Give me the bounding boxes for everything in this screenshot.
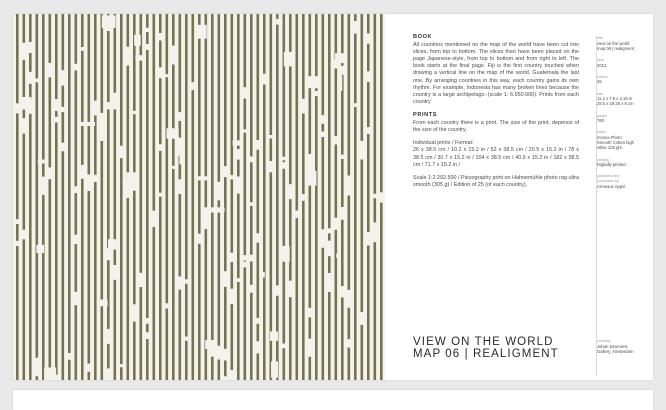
stripe-gap: [159, 193, 163, 197]
blotch: [102, 15, 116, 28]
blotch: [181, 279, 188, 283]
stripe-gap: [256, 341, 260, 353]
blotch: [366, 232, 371, 246]
stripe-gap: [243, 262, 247, 268]
stripe-gap: [289, 281, 293, 298]
blotch: [44, 368, 56, 381]
stripe-gap: [172, 54, 176, 65]
stripe-gap: [198, 234, 202, 244]
meta-value: 2013: [597, 62, 607, 68]
stripe-gap: [61, 143, 65, 152]
stripe-gap: [230, 175, 234, 179]
stripe-gap: [334, 136, 338, 144]
stripe-gap: [126, 47, 130, 66]
blotch: [288, 184, 295, 199]
stripe-gap: [354, 103, 358, 107]
stripe: [179, 14, 182, 380]
blotch: [282, 246, 290, 262]
stripe-gap: [178, 179, 182, 194]
stripe-gap: [55, 117, 59, 123]
stripe-gap: [237, 177, 241, 194]
meta-item: [597, 158, 651, 168]
stripe-gap: [146, 318, 150, 324]
book-description: All countries mentioned on the map of the world have been cut into slices, from top to bottom. The slices then have been placed on the page Japanese-style, from top to bottom and from right to left. The book starts at the final page. Fiji is the first country touched when drawing a vertical line on the map of the world, Guatemala the last one. By arranging countries in this way, each country gains its own rhythm. For example, Indonesia has many broken lines because the country is a large archipelago. (scale 1: 6.550.000). Prints from each country: [413, 41, 579, 106]
stripe-gap: [315, 91, 319, 96]
stripe: [42, 14, 45, 380]
stripe-gap: [360, 312, 364, 325]
stripe-gap: [146, 28, 150, 32]
meta-value: 11.2 x 7.6 x 3.15 in 28.5 x 19.25 x 8 cm: [597, 96, 634, 107]
stripe: [263, 14, 266, 380]
stripe-gap: [178, 112, 182, 121]
stripe-gap: [159, 144, 163, 151]
stripe-gap: [276, 285, 280, 295]
stripe-gap: [321, 229, 325, 247]
blotch: [167, 128, 179, 138]
meta-label: edition: [597, 74, 608, 79]
blotch: [336, 254, 340, 258]
stripe-gap: [94, 175, 98, 182]
meta-label: year: [597, 58, 604, 62]
stripe-gap: [250, 156, 254, 162]
blotch: [261, 272, 265, 278]
stripe: [133, 14, 136, 380]
stripe: [81, 14, 84, 380]
stripe-gap: [269, 135, 273, 138]
meta-item: [597, 75, 651, 85]
stripe-gap: [341, 286, 345, 297]
meta-label: published and bookmade by: [597, 174, 620, 183]
stripe: [328, 14, 331, 380]
stripe: [348, 14, 351, 380]
meta-value: Innova Photo Smooth Cotton high white 225 grs: [597, 134, 635, 151]
artwork-card: [13, 14, 653, 380]
description-column: [413, 34, 579, 374]
blotch: [48, 63, 52, 78]
blotch: [270, 332, 278, 341]
stripe-gap: [334, 218, 338, 230]
blotch: [211, 207, 224, 212]
stripe-gap: [328, 228, 332, 233]
stripe-gap: [269, 161, 273, 172]
stripe-gap: [35, 358, 39, 377]
stripe-gap: [328, 274, 332, 292]
stripe-gap: [367, 33, 371, 43]
stripe-gap: [94, 101, 98, 116]
stripe-gap: [302, 194, 306, 201]
prints-description: From each country there is a print. The size of the print, depence of the size of the country.: [413, 119, 579, 134]
prints-formats: 26 x 38.5 cm / 10.2 x 15.2 in / 52 x 38.5 cm / 20.5 x 15.2 in / 78 x 38.5 cm / 30.7 x 15.2 in / 104 x 38.5 cm / 40.9 x 15.2 in / 182 x 38.5 cm / 71.7 x 15.2 in /: [413, 147, 579, 168]
meta-courtesy: [597, 339, 633, 354]
stripe-gap: [146, 332, 150, 339]
stripe: [146, 14, 149, 380]
stripe-gap: [282, 157, 286, 161]
stripe: [211, 14, 214, 380]
blotch: [271, 361, 278, 377]
stripe: [354, 14, 357, 380]
stripe-gap: [373, 229, 377, 243]
stripe: [361, 14, 364, 380]
stripe: [166, 14, 169, 380]
stripe: [185, 14, 188, 380]
stripe-gap: [120, 364, 124, 367]
blotch: [284, 52, 293, 67]
stripe-gap: [282, 344, 286, 349]
meta-label: title: [597, 36, 603, 40]
metadata-list: [597, 36, 651, 189]
stripe: [315, 14, 318, 380]
blotch: [97, 300, 108, 307]
stripe: [231, 14, 234, 380]
stripe: [101, 14, 104, 380]
artwork-title-line2: MAP 06 | REALIGMENT: [413, 348, 559, 360]
blotch: [81, 122, 95, 126]
stripe-gap: [373, 194, 377, 199]
stripe-gap: [113, 265, 117, 280]
blotch: [127, 172, 138, 190]
stripe: [250, 14, 253, 380]
blotch: [36, 245, 44, 253]
stripe-gap: [347, 179, 351, 196]
blotch: [197, 25, 207, 39]
stripe-gap: [178, 138, 182, 156]
stripe-gap: [341, 66, 345, 75]
stripe-gap: [347, 176, 351, 180]
stripe-gap: [107, 329, 111, 344]
metadata-column: [596, 36, 651, 376]
blotch: [338, 75, 342, 91]
artwork-image[interactable]: [13, 14, 385, 380]
stripe: [172, 14, 175, 380]
blotch: [144, 44, 149, 50]
stripe-gap: [107, 368, 111, 380]
vertical-stripes-graphic: [13, 14, 385, 380]
stripe-gap: [74, 186, 78, 193]
stripe-gap: [256, 318, 260, 324]
stripe-gap: [263, 74, 267, 85]
next-card: [13, 390, 653, 410]
stripe-gap: [87, 175, 91, 191]
meta-label: courtesy: [597, 339, 611, 343]
stripe: [296, 14, 299, 380]
stripe-gap: [81, 47, 85, 51]
stripe: [36, 14, 39, 380]
stripe-gap: [133, 304, 137, 321]
stripe: [94, 14, 97, 380]
stripe-gap: [16, 103, 20, 113]
stripe-gap: [224, 376, 228, 380]
stripe-gap: [68, 353, 72, 360]
blotch: [198, 176, 208, 180]
blotch: [335, 53, 344, 63]
stripe-gap: [165, 303, 169, 308]
stripe-gap: [35, 79, 39, 83]
stripe-gap: [347, 339, 351, 348]
stripe: [29, 14, 32, 380]
stripe-gap: [74, 64, 78, 71]
stripe-gap: [341, 155, 345, 159]
stripe: [309, 14, 312, 380]
stripe-gap: [243, 87, 247, 98]
stripe-gap: [29, 72, 33, 84]
meta-item: [597, 130, 651, 150]
artwork-title-line1: VIEW ON THE WORLD: [413, 336, 554, 348]
stripe: [283, 14, 286, 380]
stripe: [107, 14, 110, 380]
stripe-gap: [159, 33, 163, 41]
stripe-gap: [29, 42, 33, 53]
stripe-gap: [295, 211, 299, 219]
stripe-gap: [243, 129, 247, 132]
blotch: [57, 107, 66, 112]
stripe-gap: [81, 165, 85, 179]
stripe-gap: [237, 278, 241, 282]
stripe: [16, 14, 19, 380]
meta-label: pages: [597, 113, 607, 118]
stripe-gap: [16, 219, 20, 224]
stripe-gap: [250, 255, 254, 262]
blotch: [307, 76, 319, 88]
blotch: [105, 102, 119, 109]
blotch: [179, 153, 184, 164]
stripe: [270, 14, 273, 380]
stripe-gap: [250, 285, 254, 293]
stripe-gap: [256, 233, 260, 242]
stripe-gap: [113, 93, 117, 102]
stripe-gap: [250, 202, 254, 206]
stripe: [55, 14, 58, 380]
stripe-gap: [302, 99, 306, 114]
stripe-gap: [172, 46, 176, 56]
stripe-gap: [230, 370, 234, 380]
book-heading: BOOK: [413, 34, 433, 40]
stripe: [68, 14, 71, 380]
stripe: [244, 14, 247, 380]
blotch: [205, 340, 216, 349]
meta-item: [597, 92, 651, 107]
stripe: [224, 14, 227, 380]
stripe-gap: [159, 67, 163, 78]
stripe-gap: [185, 337, 189, 341]
stripe: [276, 14, 279, 380]
stripe: [257, 14, 260, 380]
stripe: [367, 14, 370, 380]
stripe-gap: [172, 166, 176, 169]
stripe: [62, 14, 65, 380]
stripe: [322, 14, 325, 380]
stripe-gap: [360, 141, 364, 160]
stripe-gap: [367, 127, 371, 134]
stripe-gap: [152, 211, 156, 227]
stripe-gap: [321, 132, 325, 138]
blotch: [306, 171, 317, 186]
stripe-gap: [87, 364, 91, 372]
blotch: [233, 140, 243, 145]
stripe-gap: [230, 253, 234, 262]
stripe-gap: [308, 154, 312, 172]
stripe: [192, 14, 195, 380]
meta-value: 25: [597, 79, 602, 85]
stripe-gap: [61, 70, 65, 85]
stripe-gap: [321, 115, 325, 124]
meta-label: printing: [597, 157, 609, 162]
artwork-title: [413, 336, 593, 360]
blotch: [108, 239, 116, 249]
stripe-gap: [341, 207, 345, 220]
stripe-gap: [22, 118, 26, 134]
blotch: [134, 35, 141, 46]
stripe: [120, 14, 123, 380]
stripe-gap: [74, 292, 78, 305]
blotch: [22, 97, 32, 110]
stripe-gap: [237, 149, 241, 160]
stripe-gap: [224, 271, 228, 287]
meta-value: 760: [597, 118, 604, 124]
stripe-gap: [347, 290, 351, 308]
stripe-gap: [217, 182, 221, 201]
stripe-gap: [165, 74, 169, 77]
stripe: [198, 14, 201, 380]
meta-item: [597, 114, 651, 124]
meta-value: view on the world map 06 | realigment: [597, 40, 634, 51]
stripe-gap: [204, 207, 208, 217]
stripe-gap: [139, 273, 143, 287]
stripe-gap: [217, 346, 221, 360]
stripe: [88, 14, 91, 380]
stripe-gap: [380, 192, 384, 202]
stripe-gap: [282, 162, 286, 169]
stripe-gap: [224, 166, 228, 177]
stripe-gap: [22, 43, 26, 60]
stripe: [335, 14, 338, 380]
stripe-gap: [308, 339, 312, 357]
stripe-gap: [328, 241, 332, 257]
meta-item: [597, 58, 651, 68]
stripe: [140, 14, 143, 380]
blotch: [383, 325, 385, 337]
stripe-gap: [308, 308, 312, 318]
stripe-gap: [22, 230, 26, 240]
blotch: [353, 21, 360, 34]
blotch: [98, 124, 106, 141]
prints-scale: Scale 1:2.292.500 / Piezography print on Hahnemühle photo rag ultra smooth (305 g) / Edition of 25 (of each country).: [413, 175, 579, 189]
stripe-gap: [256, 140, 260, 150]
stripe-gap: [120, 146, 124, 158]
stripe-gap: [367, 71, 371, 82]
stripe-gap: [133, 111, 137, 114]
stripe: [237, 14, 240, 380]
stripe-gap: [74, 235, 78, 244]
stripe: [153, 14, 156, 380]
stripe: [114, 14, 117, 380]
stripe-gap: [230, 289, 234, 305]
stripe-gap: [191, 82, 195, 90]
meta-label: size: [597, 91, 604, 96]
meta-label: paper: [597, 130, 607, 135]
stripe-gap: [107, 248, 111, 260]
meta-item: [597, 174, 651, 188]
meta-value: Digitally printed: [597, 162, 626, 168]
prints-format-label: Individual prints / Format:: [413, 140, 474, 147]
stripe: [23, 14, 26, 380]
meta-value: Johan Deumens Gallery, Amsterdam: [597, 343, 634, 354]
prints-heading: PRINTS: [413, 112, 438, 119]
blotch: [276, 19, 283, 25]
stripe-gap: [42, 177, 46, 195]
blotch: [14, 241, 19, 246]
stripe-gap: [243, 255, 247, 261]
stripe: [205, 14, 208, 380]
blotch: [38, 160, 45, 164]
stripe-gap: [48, 167, 52, 179]
meta-item: [597, 36, 651, 51]
blotch: [135, 55, 142, 60]
meta-value: Armeaux Appel: [597, 183, 626, 189]
stripe-gap: [373, 222, 377, 228]
stripe-gap: [224, 349, 228, 361]
